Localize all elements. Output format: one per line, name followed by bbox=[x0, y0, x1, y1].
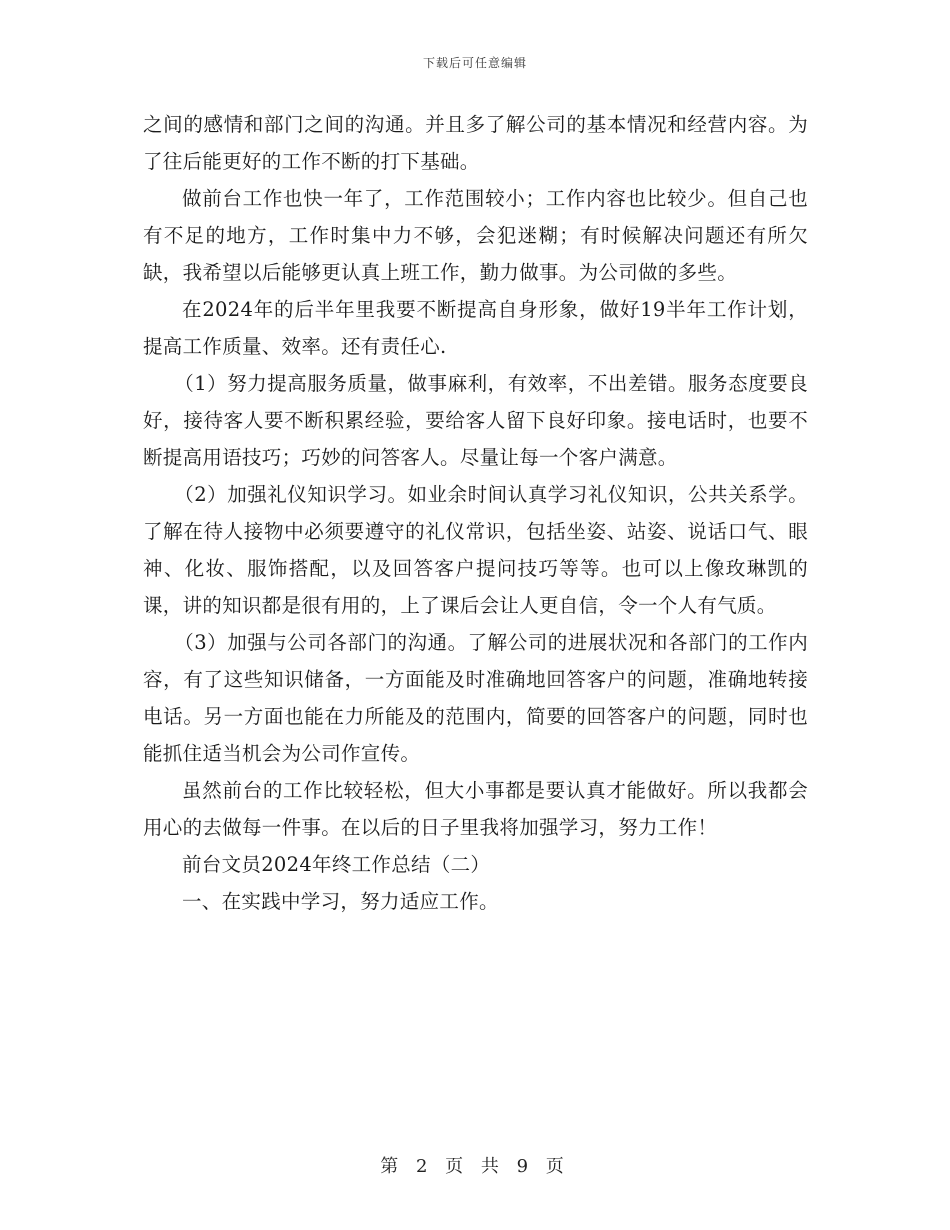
list-item-communication: （3）加强与公司各部门的沟通。了解公司的进展状况和各部门的工作内容，有了这些知识储备，一方面能及时准确地回答客户的问题，准确地转接电话。另一方面也能在力所能及的范围内，简要的回答客户的问题，同时也能抓住适当机会为公司作宣传。 bbox=[143, 631, 808, 765]
document-body bbox=[143, 106, 808, 920]
header-note: 下载后可任意编辑 bbox=[422, 56, 527, 70]
section-title: 前台文员2024年终工作总结（二） bbox=[182, 853, 491, 876]
paragraph-conclusion: 虽然前台的工作比较轻松，但大小事都是要认真才能做好。所以我都会用心的去做每一件事。在以后的日子里我将加强学习，努力工作！ bbox=[143, 779, 808, 839]
paragraph-continuation: 之间的感情和部门之间的沟通。并且多了解公司的基本情况和经营内容。为了往后能更好的工作不断的打下基础。 bbox=[143, 113, 808, 173]
paragraph-plan: 在2024年的后半年里我要不断提高自身形象，做好19半年工作计划，提高工作质量、效率。还有责任心. bbox=[143, 298, 808, 358]
list-item-service-quality: （1）努力提高服务质量，做事麻利，有效率，不出差错。服务态度要良好，接待客人要不断积累经验，要给客人留下良好印象。接电话时，也要不断提高用语技巧；巧妙的问答客人。尽量让每一个客户满意。 bbox=[143, 372, 808, 469]
page-number: 第 2 页 共 9 页 bbox=[380, 1156, 570, 1177]
list-item-etiquette: （2）加强礼仪知识学习。如业余时间认真学习礼仪知识，公共关系学。了解在待人接物中必须要遵守的礼仪常识，包括坐姿、站姿、说话口气、眼神、化妆、服饰搭配，以及回答客户提问技巧等等。也可以上像玫琳凯的课，讲的知识都是很有用的，上了课后会让人更自信，令一个人有气质。 bbox=[143, 483, 808, 617]
subsection-heading: 一、在实践中学习，努力适应工作。 bbox=[182, 890, 499, 913]
paragraph-reflection: 做前台工作也快一年了，工作范围较小；工作内容也比较少。但自己也有不足的地方，工作时集中力不够，会犯迷糊；有时候解决问题还有所欠缺，我希望以后能够更认真上班工作，勤力做事。为公司做的多些。 bbox=[143, 187, 808, 284]
